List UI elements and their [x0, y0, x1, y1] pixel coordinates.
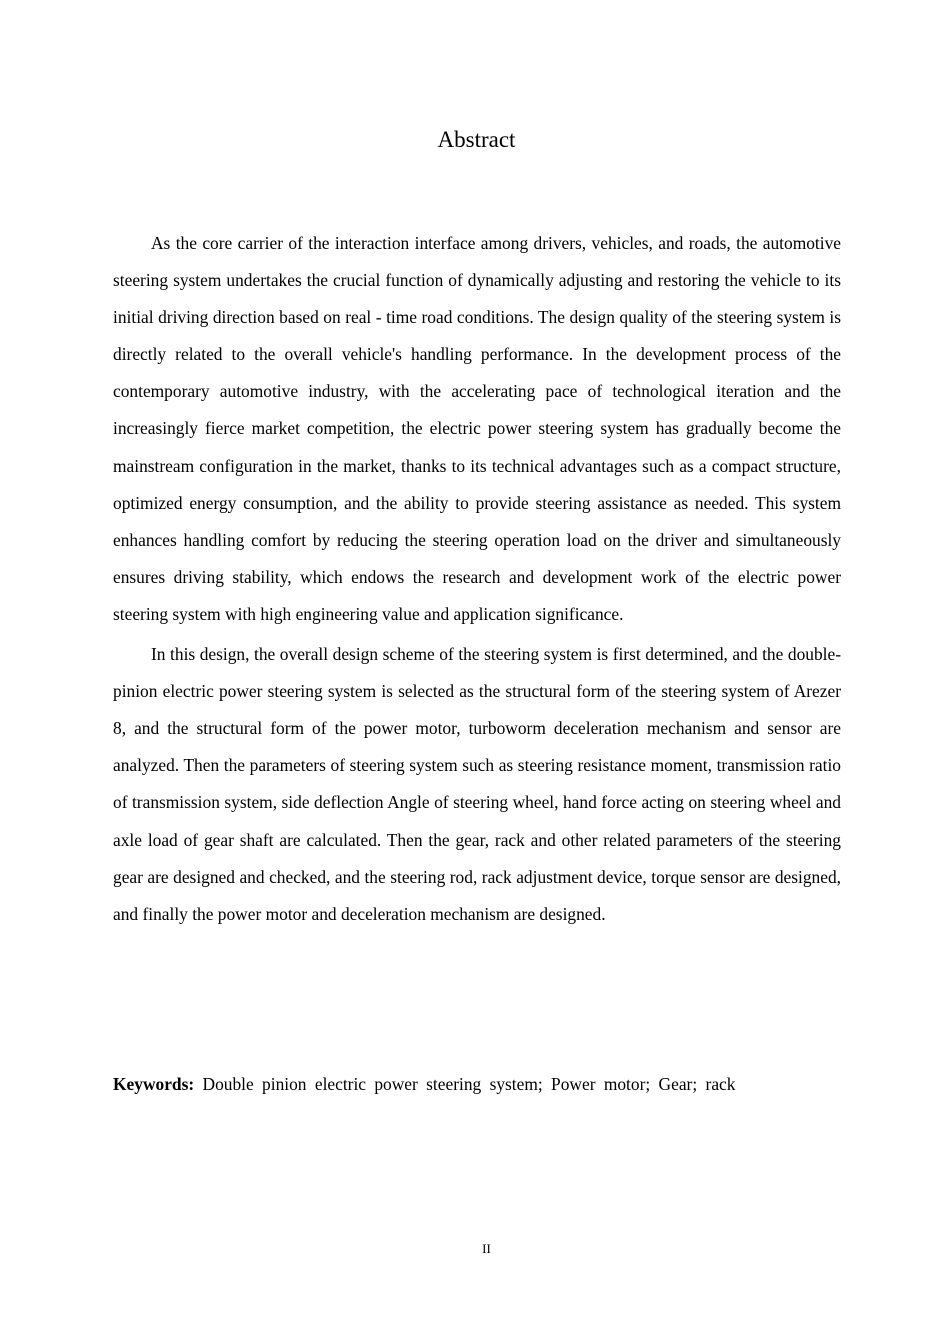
abstract-body [113, 225, 841, 933]
keywords-label: Keywords: [113, 1074, 195, 1094]
abstract-title: Abstract [437, 127, 516, 152]
keywords-line [113, 1071, 841, 1097]
keywords-text: Double pinion electric power steering system; Power motor; Gear; rack [202, 1074, 736, 1094]
page-number: II [482, 1241, 491, 1256]
abstract-paragraph-2: In this design, the overall design scheme of the steering system is first determined, and the double-pinion electric power steering system is selected as the structural form of the steering system of Arezer 8, and the structural form of the power motor, turboworm deceleration mechanism and sensor are analyzed. Then the parameters of steering system such as steering resistance moment, transmission ratio of transmission system, side deflection Angle of steering wheel, hand force acting on steering wheel and axle load of gear shaft are calculated. Then the gear, rack and other related parameters of the steering gear are designed and checked, and the steering rod, rack adjustment device, torque sensor are designed, and finally the power motor and deceleration mechanism are designed. [113, 644, 841, 924]
abstract-paragraph-1: As the core carrier of the interaction interface among drivers, vehicles, and roads, the automotive steering system undertakes the crucial function of dynamically adjusting and restoring the vehicle to its initial driving direction based on real - time road conditions. The design quality of the steering system is directly related to the overall vehicle's handling performance. In the development process of the contemporary automotive industry, with the accelerating pace of technological iteration and the increasingly fierce market competition, the electric power steering system has gradually become the mainstream configuration in the market, thanks to its technical advantages such as a compact structure, optimized energy consumption, and the ability to provide steering assistance as needed. This system enhances handling comfort by reducing the steering operation load on the driver and simultaneously ensures driving stability, which endows the research and development work of the electric power steering system with high engineering value and application significance. [113, 233, 841, 624]
